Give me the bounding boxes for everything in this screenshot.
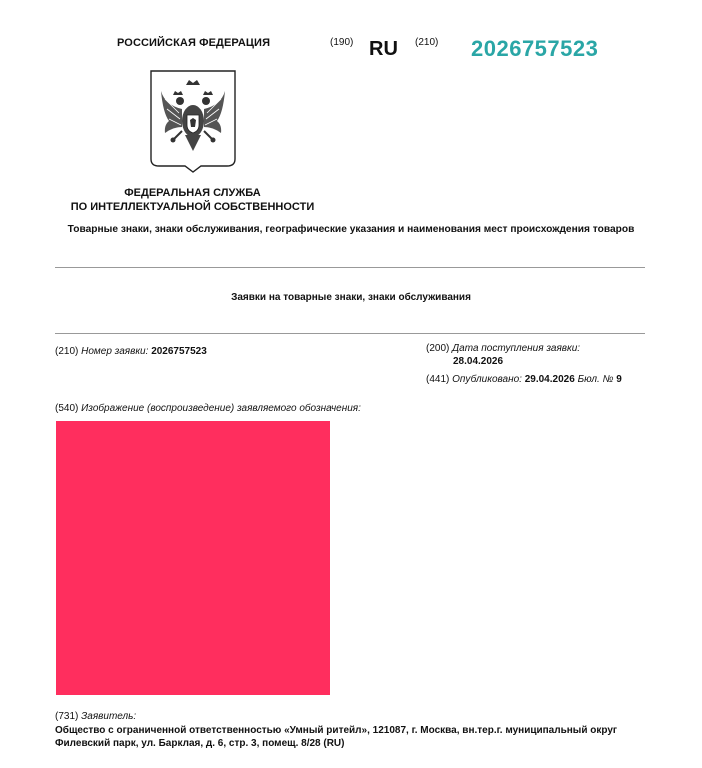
bulletin-number: 9: [616, 374, 622, 385]
applicant-code: (731): [55, 711, 79, 722]
application-number-field: [55, 345, 207, 358]
image-code: (540): [55, 403, 79, 414]
filing-date-field: [426, 342, 580, 368]
applicant-details: [55, 724, 695, 750]
image-field-label: [55, 402, 361, 415]
application-label: Номер заявки:: [81, 346, 149, 357]
applicant-field-label: [55, 710, 136, 723]
document-subtitle: Товарные знаки, знаки обслуживания, географические указания и наименования мест происхождения товаров: [67, 224, 635, 235]
russian-coat-of-arms-icon: [149, 69, 237, 173]
trademark-image: [56, 421, 330, 695]
applicant-label: Заявитель:: [81, 711, 137, 722]
divider-bottom: [55, 333, 645, 334]
filing-code: (200): [426, 343, 450, 354]
country-name: РОССИЙСКАЯ ФЕДЕРАЦИЯ: [117, 37, 271, 49]
published-label: Опубликовано:: [452, 374, 522, 385]
image-label: Изображение (воспроизведение) заявляемого обозначения:: [81, 403, 361, 414]
agency-name: [40, 186, 345, 214]
code-190: (190): [330, 37, 354, 48]
code-210-header: (210): [415, 37, 439, 48]
agency-line-1: ФЕДЕРАЛЬНАЯ СЛУЖБА: [124, 187, 261, 199]
bulletin-label: Бюл. №: [577, 374, 614, 385]
filing-date: 28.04.2026: [453, 356, 504, 367]
applicant-line-1: Общество с ограниченной ответственностью «Умный ритейл», 121087, г. Москва, вн.тер.г. муниципальный округ: [55, 725, 618, 736]
filing-label: Дата поступления заявки:: [452, 343, 581, 354]
published-code: (441): [426, 374, 450, 385]
agency-line-2: ПО ИНТЕЛЛЕКТУАЛЬНОЙ СОБСТВЕННОСТИ: [70, 201, 315, 213]
published-field: [426, 373, 622, 386]
applicant-line-2: Филевский парк, ул. Барклая, д. 6, стр. 3, помещ. 8/28 (RU): [55, 738, 345, 749]
published-date: 29.04.2026: [524, 374, 575, 385]
application-number: 2026757523: [151, 346, 207, 357]
document-number: 2026757523: [471, 36, 599, 61]
country-code: RU: [369, 38, 398, 60]
section-title: Заявки на товарные знаки, знаки обслуживания: [231, 292, 471, 303]
divider-top: [55, 267, 645, 268]
application-code: (210): [55, 346, 79, 357]
